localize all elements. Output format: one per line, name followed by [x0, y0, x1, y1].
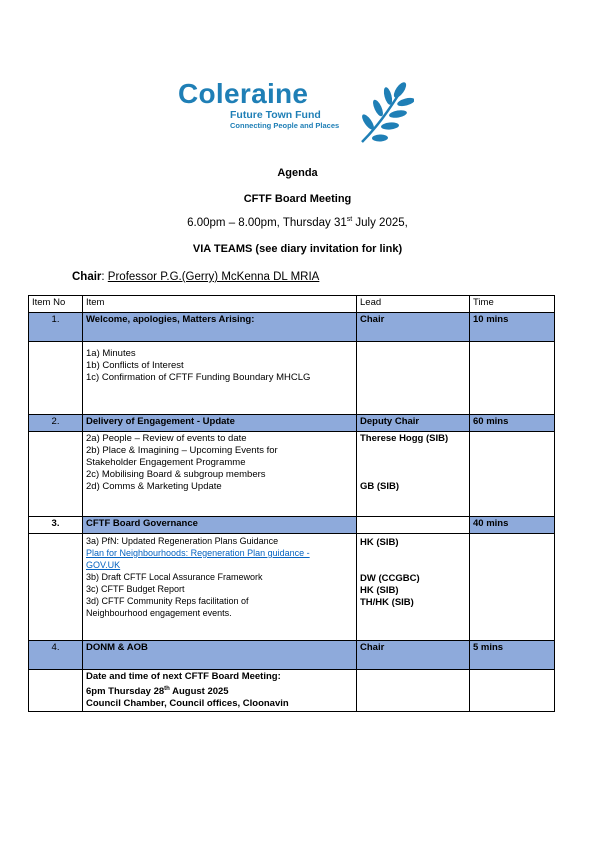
table-header-row [29, 296, 555, 313]
col-item: Item [83, 296, 357, 313]
section-row-1: 1. Welcome, apologies, Matters Arising: Chair 10 mins [29, 313, 555, 342]
section-row-2: 2. Delivery of Engagement - Update Deputy Chair 60 mins [29, 415, 555, 432]
chair-line: Chair: Professor P.G.(Gerry) McKenna DL MRIA [72, 271, 320, 283]
chair-name: Professor P.G.(Gerry) McKenna DL MRIA [107, 271, 320, 283]
section-row-4: 4. DONM & AOB Chair 5 mins [29, 641, 555, 670]
coleraine-logo [178, 78, 418, 146]
items-row-1: 1a) Minutes 1b) Conflicts of Interest 1c) Confirmation of CFTF Funding Boundary MHCLG [29, 342, 555, 415]
agenda-heading: Agenda [277, 167, 318, 179]
col-lead: Lead [357, 296, 470, 313]
col-item-no: Item No [29, 296, 83, 313]
meeting-time: 6.00pm – 8.00pm, Thursday 31st July 2025, [187, 216, 408, 229]
meeting-venue: VIA TEAMS (see diary invitation for link) [192, 243, 403, 255]
items-row-3: 3a) PfN: Updated Regeneration Plans Guidance Plan for Neighbourhoods: Regeneration Plan guidance - GOV.UK 3b) Draft CFTF Local Assurance Framework 3c) CFTF Budget Report 3d) CFTF Community Reps facilitation of Neighbourhood engagement events. HK (SIB) DW (CCGBC) HK (SIB) TH/HK (SIB) [29, 534, 555, 641]
gov-uk-link[interactable]: GOV.UK [86, 560, 121, 570]
section-row-3: 3. CFTF Board Governance 40 mins [29, 517, 555, 534]
next-meeting-row: Date and time of next CFTF Board Meeting: 6pm Thursday 28th August 2025 Council Chamber, Council offices, Cloonavin [29, 670, 555, 712]
olive-branch-icon [354, 80, 414, 144]
items-row-2: 2a) People – Review of events to date 2b) Place & Imagining – Upcoming Events for Stakeholder Engagement Programme 2c) Mobilising Board & subgroup members 2d) Comms & Marketing Update Therese Hogg (SIB) GB (SIB) [29, 432, 555, 517]
meeting-title: CFTF Board Meeting [243, 193, 352, 205]
col-time: Time [470, 296, 555, 313]
agenda-table [28, 295, 555, 712]
logo-wordmark: Coleraine [178, 78, 309, 109]
logo-tagline: Connecting People and Places [230, 121, 340, 130]
logo-subtitle: Future Town Fund [230, 109, 321, 121]
regeneration-guidance-link[interactable]: Plan for Neighbourhoods: Regeneration Plan guidance - [86, 548, 310, 558]
